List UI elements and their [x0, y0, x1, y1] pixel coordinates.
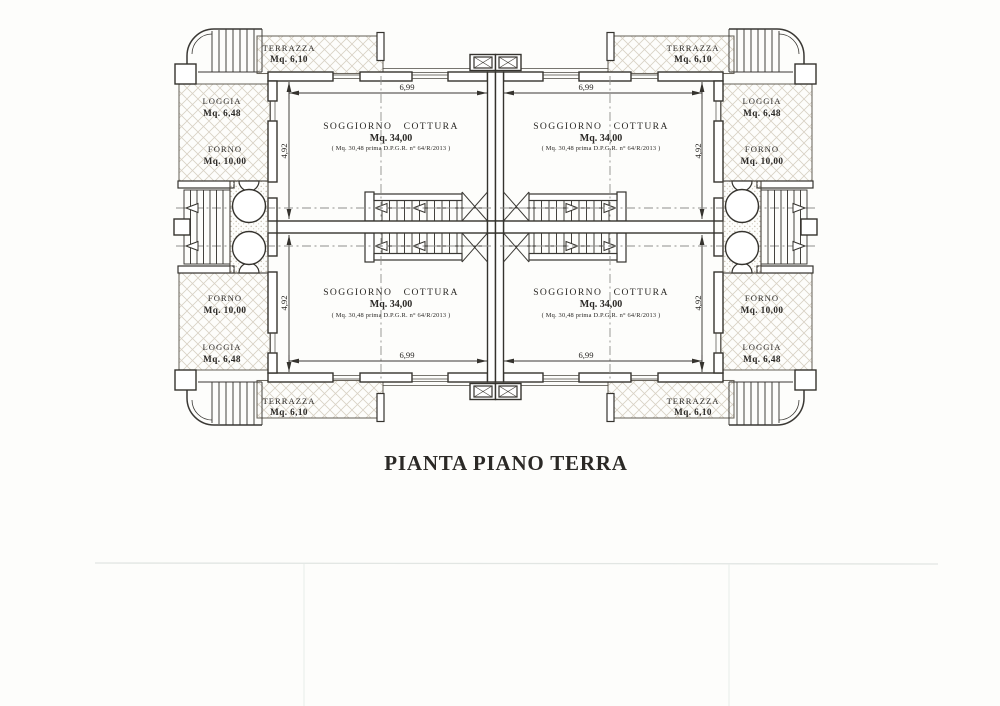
- room-area: Mq. 34,00: [579, 299, 623, 310]
- terrazza-area: Mq. 6,10: [270, 54, 308, 64]
- forno-area: Mq. 10,00: [203, 305, 247, 315]
- room-name: SOGGIORNO COTTURA: [323, 287, 459, 298]
- loggia-area: Mq. 6,48: [203, 354, 241, 364]
- loggia-label: LOGGIA: [742, 342, 782, 352]
- forno-area: Mq. 10,00: [203, 156, 247, 166]
- loggia-label: LOGGIA: [202, 342, 242, 352]
- forno-area: Mq. 10,00: [740, 156, 784, 166]
- forno-label: FORNO: [744, 293, 780, 303]
- room-area: Mq. 34,00: [369, 299, 413, 310]
- loggia-area: Mq. 6,48: [743, 108, 781, 118]
- terrazza-area: Mq. 6,10: [674, 407, 712, 417]
- room-note: ( Mq. 30,48 prima D.P.G.R. n° 64/R/2013 ): [541, 145, 661, 152]
- dim-width: 6,99: [578, 350, 594, 360]
- loggia-label: LOGGIA: [742, 96, 782, 106]
- terrazza-label: TERRAZZA: [262, 43, 316, 53]
- room-area: Mq. 34,00: [579, 133, 623, 144]
- room-name: SOGGIORNO COTTURA: [323, 121, 459, 132]
- loggia-area: Mq. 6,48: [743, 354, 781, 364]
- terrazza-label: TERRAZZA: [666, 43, 720, 53]
- room-name: SOGGIORNO COTTURA: [533, 287, 669, 298]
- loggia-label: LOGGIA: [202, 96, 242, 106]
- terrazza-label: TERRAZZA: [666, 396, 720, 406]
- room-note: ( Mq. 30,48 prima D.P.G.R. n° 64/R/2013 ): [331, 312, 451, 319]
- scan-artifact-lines: [95, 563, 938, 706]
- dim-width: 6,99: [399, 350, 415, 360]
- room-note: ( Mq. 30,48 prima D.P.G.R. n° 64/R/2013 ): [331, 145, 451, 152]
- drawing-title: PIANTA PIANO TERRA: [384, 451, 628, 475]
- terrazza-label: TERRAZZA: [262, 396, 316, 406]
- terrazza-area: Mq. 6,10: [270, 407, 308, 417]
- plan-geometry: [174, 29, 817, 425]
- dim-depth: 4,92: [693, 143, 703, 159]
- dim-depth: 4,92: [279, 143, 289, 159]
- dim-width: 6,99: [578, 82, 594, 92]
- dim-depth: 4,92: [279, 295, 289, 311]
- dim-width: 6,99: [399, 82, 415, 92]
- forno-area: Mq. 10,00: [740, 305, 784, 315]
- dim-depth: 4,92: [693, 295, 703, 311]
- loggia-area: Mq. 6,48: [203, 108, 241, 118]
- room-name: SOGGIORNO COTTURA: [533, 121, 669, 132]
- forno-label: FORNO: [744, 144, 780, 154]
- room-note: ( Mq. 30,48 prima D.P.G.R. n° 64/R/2013 ): [541, 312, 661, 319]
- room-area: Mq. 34,00: [369, 133, 413, 144]
- forno-label: FORNO: [207, 144, 243, 154]
- forno-label: FORNO: [207, 293, 243, 303]
- terrazza-area: Mq. 6,10: [674, 54, 712, 64]
